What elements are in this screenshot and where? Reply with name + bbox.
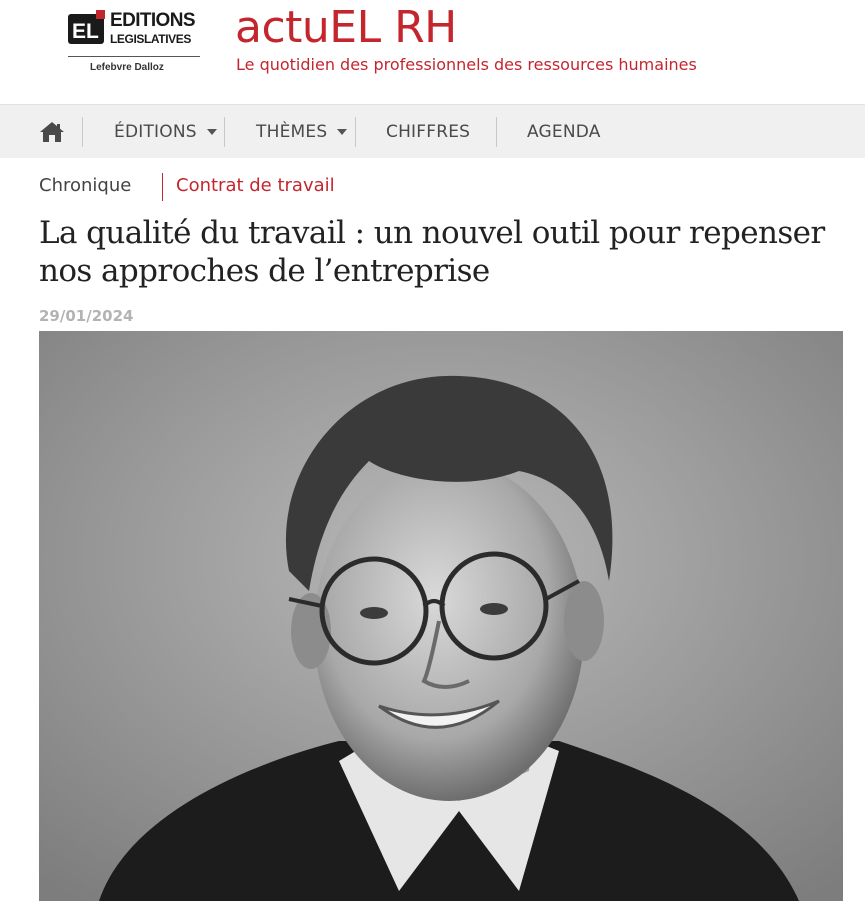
article-type: Chronique bbox=[39, 175, 132, 196]
portrait-illustration bbox=[39, 331, 843, 901]
nav-item-label: AGENDA bbox=[527, 121, 601, 142]
article-photo bbox=[39, 331, 843, 901]
article-date: 29/01/2024 bbox=[39, 307, 134, 325]
publisher-logo[interactable] bbox=[68, 8, 204, 82]
nav-home[interactable] bbox=[38, 105, 66, 158]
article-title: La qualité du travail : un nouvel outil pour repenser nos approches de l’entreprise bbox=[39, 215, 825, 289]
publisher-subname: LEGISLATIVES bbox=[110, 32, 191, 46]
nav-item-agenda[interactable] bbox=[527, 105, 601, 158]
nav-item-label: THÈMES bbox=[256, 121, 328, 142]
kicker-divider bbox=[162, 173, 163, 201]
chevron-down-icon bbox=[207, 129, 217, 135]
publisher-divider bbox=[68, 56, 200, 57]
nav-item-label: CHIFFRES bbox=[386, 121, 471, 142]
site-header bbox=[0, 0, 865, 104]
publisher-parent: Lefebvre Dalloz bbox=[90, 62, 164, 73]
svg-text:EL: EL bbox=[72, 20, 99, 43]
article-category-link[interactable]: Contrat de travail bbox=[176, 175, 335, 196]
nav-separator bbox=[496, 117, 497, 147]
chevron-down-icon bbox=[337, 129, 347, 135]
nav-item-label: ÉDITIONS bbox=[114, 121, 197, 142]
main-nav bbox=[0, 104, 865, 158]
nav-separator bbox=[224, 117, 225, 147]
el-logo-icon bbox=[68, 10, 106, 46]
nav-separator bbox=[355, 117, 356, 147]
nav-item-editions[interactable] bbox=[114, 105, 217, 158]
nav-separator bbox=[82, 117, 83, 147]
nav-item-chiffres[interactable] bbox=[386, 105, 470, 158]
publisher-name: EDITIONS bbox=[110, 10, 195, 31]
nav-item-themes[interactable] bbox=[256, 105, 347, 158]
brand-title[interactable]: actuEL RH bbox=[235, 2, 457, 53]
brand-tagline: Le quotidien des professionnels des ressources humaines bbox=[236, 55, 697, 74]
home-icon bbox=[39, 121, 65, 143]
